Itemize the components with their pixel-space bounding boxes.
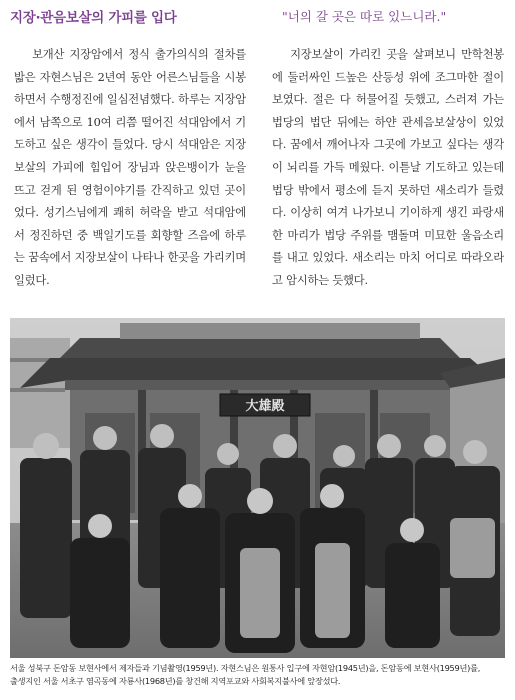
article-section: [0, 0, 515, 310]
right-column: [272, 44, 504, 293]
caption-line-2: 출생지인 서울 서초구 염곡동에 자룡사(1968년)를 창건해 지역포교와 사회복지불사에 앞장섰다.: [10, 676, 341, 686]
section-title: 지장·관음보살의 가피를 입다: [10, 10, 177, 26]
left-column: [14, 44, 246, 293]
signboard-text: 大雄殿: [245, 399, 285, 414]
group-photo: [10, 318, 505, 658]
left-building: [10, 338, 70, 448]
left-paragraph: 보개산 지장암에서 정식 출가의식의 절차를 밟은 자현스님은 2년여 동안 어른스님들을 시봉하면서 수행정진에 일심전념했다. 하루는 지장암에서 남쪽으로 10여 리쯤 떨어진 석대암에서 기도하고 싶은 생각이 들었다. 당시 석대암은 지장보살의 가피에 힘입어 장님과 앉은뱅이가 눈을 뜨고 걷게 된 영험이야기를 간직하고 있던 곳이었다. 성기스님에게 쾌히 허락을 받고 석대암에서 정진하던 중 백일기도를 회향할 즈음에 하루는 꿈속에서 지장보살이 나타나 한곳을 가리키며 일렀다.: [14, 48, 246, 287]
photo-caption: [10, 662, 505, 688]
pull-quote: "너의 갈 곳은 따로 있느니라.": [282, 9, 447, 24]
right-paragraph: 지장보살이 가리킨 곳을 살펴보니 만학천봉에 둘러싸인 드높은 산등성 위에 조그마한 절이 보였다. 절은 다 허물어질 듯했고, 스러져 가는 법당의 법단 뒤에는 하얀 관세음보살상이 있었다. 꿈에서 깨어나자 그곳에 가보고 싶다는 생각이 뇌리를 가득 메웠다. 이튿날 기도하고 있는데 법당 밖에서 평소에 듣지 못하던 새소리가 들렸다. 이상히 여겨 나가보니 기이하게 생긴 파랑새 한 마리가 법당 주위를 맴돌며 미묘한 울음소리를 내고 있었다. 새소리는 마치 어디로 따라오라고 암시하는 듯했다.: [272, 48, 504, 287]
caption-line-1: 서울 성북구 돈암동 보현사에서 제자들과 기념촬영(1959년). 자현스님은 원통사 입구에 자현암(1945년)을, 돈암동에 보현사(1959년)를,: [10, 663, 481, 673]
